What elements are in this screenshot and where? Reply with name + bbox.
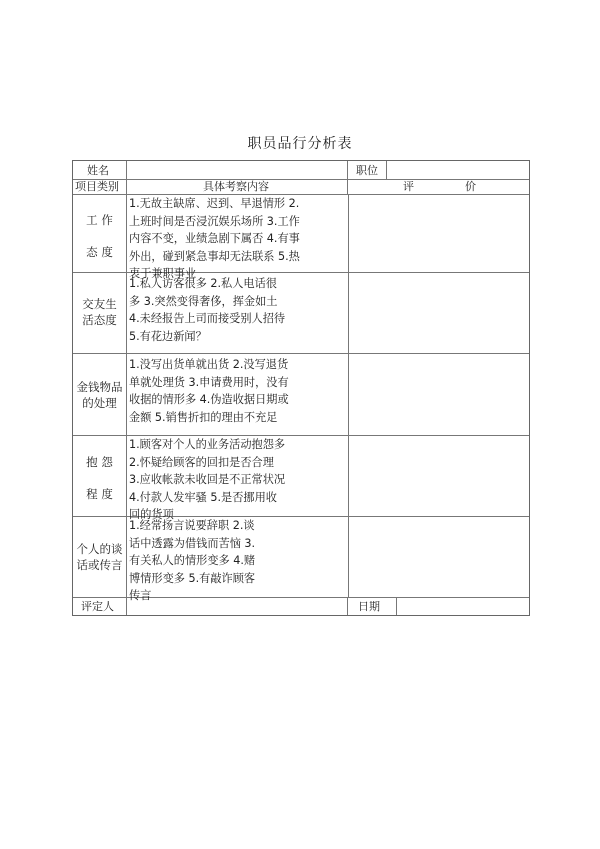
evaluation-column-header-1: 评 — [403, 180, 414, 193]
position-label: 职位 — [356, 164, 378, 177]
column-divider — [347, 597, 348, 615]
money-handling-content: 1.没写出货单就出货 2.没写退货 单就处理货 3.申请费用时，没有 收据的情形多 4.伪造收据日期或 金额 5.销售折扣的理由不充足 — [129, 358, 289, 424]
position-field[interactable] — [387, 162, 527, 178]
date-label: 日期 — [358, 600, 380, 613]
date-field[interactable] — [397, 598, 527, 614]
personal-talk-content: 1.经常扬言说要辞职 2.谈 话中透露为借钱而苦恼 3. 有关私人的情形变多 4.赌 博情形变多 5.有敲诈顾客 传言 — [129, 519, 256, 602]
complaint-level-content: 1.顾客对个人的业务活动抱怨多 2.怀疑给顾客的回扣是否合理 3.应收帐款未收回是不正常状况 4.付款人发牢骚 5.是否挪用收 回的货项 — [129, 438, 286, 521]
rater-field[interactable] — [127, 598, 346, 614]
row-divider — [73, 179, 529, 180]
evaluation-column-header-2: 价 — [465, 180, 476, 193]
work-attitude-evaluation[interactable] — [349, 195, 527, 271]
category-work-attitude: 工 作 态 度 — [86, 213, 113, 259]
category-money-handling: 金钱物品 的处理 — [76, 380, 123, 410]
column-divider — [126, 161, 127, 615]
category-column-header: 项目类别 — [75, 180, 119, 193]
content-column-header: 具体考察内容 — [203, 180, 269, 193]
category-personal-talk-rumors: 个人的谈 话或传言 — [76, 542, 123, 572]
social-life-content: 1.私人访客很多 2.私人电话很 多 3.突然变得奢侈，挥金如土 4.未经报告上司而接受别人招待 5.有花边新闻？ — [129, 277, 286, 343]
social-life-evaluation[interactable] — [349, 273, 527, 352]
page-title: 职员品行分析表 — [247, 136, 353, 152]
category-complaint-level: 抱 怨 程 度 — [86, 455, 113, 501]
name-label: 姓名 — [87, 164, 109, 177]
rater-label: 评定人 — [81, 600, 114, 613]
character-analysis-table — [72, 160, 530, 616]
money-handling-evaluation[interactable] — [349, 354, 527, 434]
work-attitude-content: 1.无故主缺席、迟到、早退情形 2. 上班时间是否浸沉娱乐场所 3.工作 内容不变，业绩急剧下属否 4.有事 外出，碰到紧急事却无法联系 5.热 衷于兼职事业 — [129, 197, 300, 280]
name-field[interactable] — [127, 162, 346, 178]
column-divider — [347, 161, 348, 194]
category-social-life-attitude: 交友生 活态度 — [82, 297, 117, 327]
personal-talk-evaluation[interactable] — [349, 517, 527, 596]
complaint-level-evaluation[interactable] — [349, 436, 527, 515]
